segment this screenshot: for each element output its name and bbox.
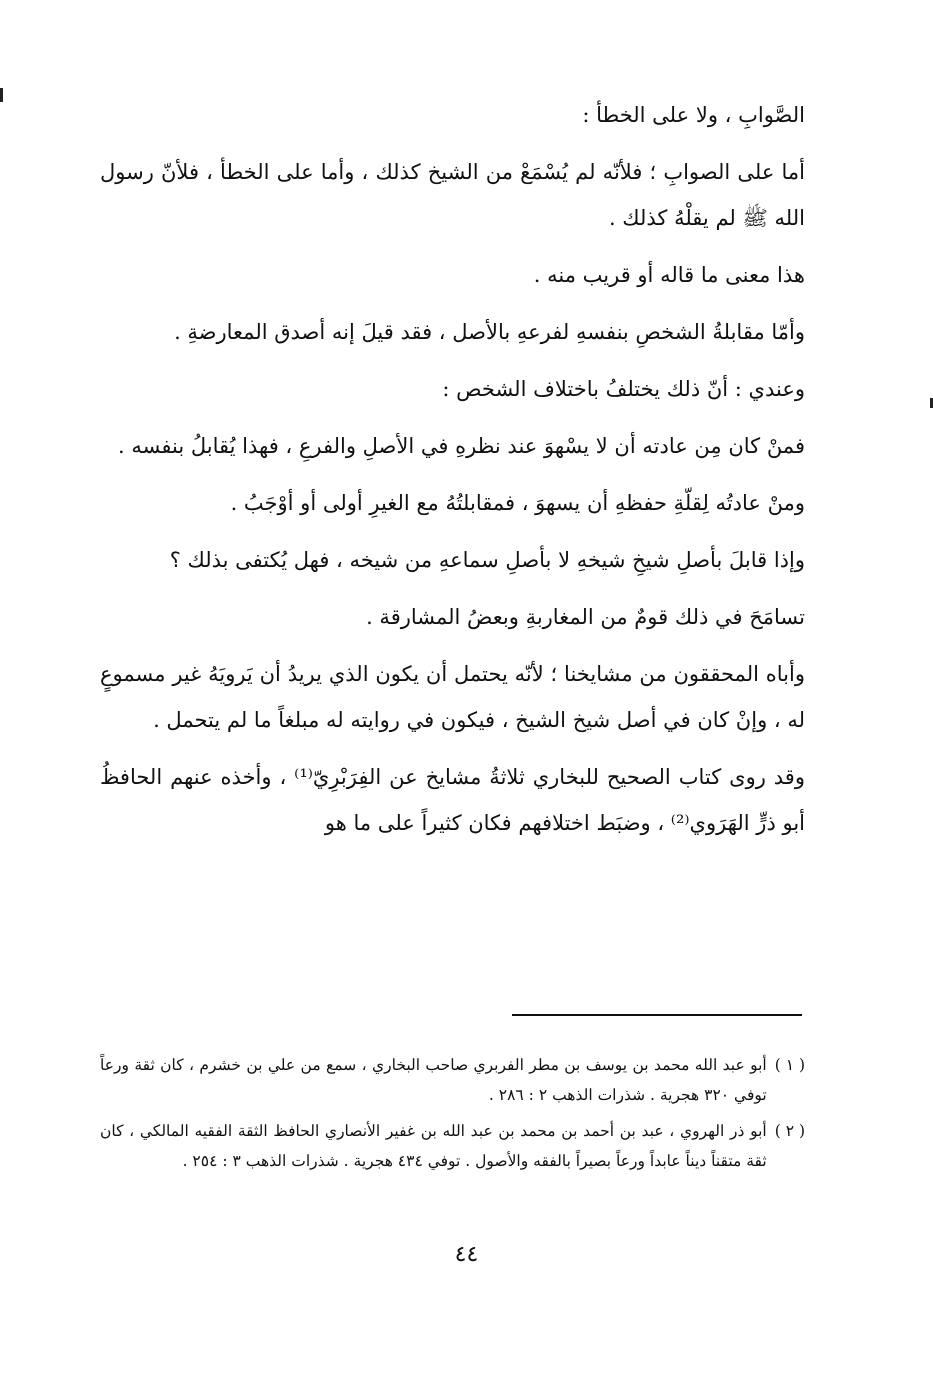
main-text [100, 92, 805, 846]
paragraph: أما على الصوابِ ؛ فلأنّه لم يُسْمَعْ من الشيخ كذلك ، وأما على الخطأ ، فلأنّ رسول الله ﷺ لم يقلْهُ كذلك . [100, 160, 805, 230]
footnote [100, 1116, 805, 1176]
paragraph: فمنْ كان مِن عادته أن لا يسْهوَ عند نظرهِ في الأصلِ والفرعِ ، فهذا يُقابلُ بنفسه . [118, 434, 805, 458]
footnote-text: أبو عبد الله محمد بن يوسف بن مطر الفربري صاحب البخاري ، سمع من علي بن خشرم ، كان ثقة ورعاً توفي ٣٢٠ هجرية . شذرات الذهب ٢ : ٢٨٦ . [100, 1056, 767, 1104]
footnote [100, 1050, 805, 1110]
footnote-text: أبو ذر الهروي ، عبد بن أحمد بن محمد بن عبد الله بن غفير الأنصاري الحافظ الثقة الفقيه المالكي ، كان ثقة متقناً ديناً عابداً ورعاً بصيراً بالفقه والأصول . توفي ٤٣٤ هجرية . شذرات الذهب ٣ : ٢٥٤ . [100, 1122, 767, 1170]
paragraph: وقد روى كتاب الصحيح للبخاري ثلاثةُ مشايخ عن الفِرَبْرِيّ⁽¹⁾ ، وأخذه عنهم الحافظُ أبو ذرٍّ الهَرَوي⁽²⁾ ، وضبَط اختلافهم فكان كثيراً على ما هو [100, 765, 805, 835]
paragraph: وعندي : أنّ ذلك يختلفُ باختلاف الشخص : [442, 377, 805, 401]
paragraph: تسامَحَ في ذلك قومٌ من المغاربةِ وبعضُ المشارقة . [366, 605, 805, 629]
footnote-separator [512, 1014, 802, 1016]
footnote-number: ( ٢ ) [774, 1122, 805, 1140]
page-number: ٤٤ [454, 1242, 479, 1267]
paragraph: الصَّوابِ ، ولا على الخطأ : [582, 103, 805, 127]
scan-edge-mark [0, 88, 3, 102]
paragraph: وإذا قابلَ بأصلِ شيخِ شيخهِ لا بأصلِ سماعهِ من شيخه ، فهل يُكتفى بذلك ؟ [169, 548, 805, 572]
paragraph: هذا معنى ما قاله أو قريب منه . [533, 263, 805, 287]
footnote-number: ( ١ ) [774, 1056, 805, 1074]
footnotes [100, 1050, 805, 1182]
paragraph: وأباه المحققون من مشايخنا ؛ لأنّه يحتمل أن يكون الذي يريدُ أن يَرويَهُ غير مسموعٍ له ، وإنْ كان في أصل شيخ الشيخ ، فيكون في روايته له مبلغاً ما لم يتحمل . [100, 662, 805, 732]
paragraph: وأمّا مقابلةُ الشخصِ بنفسهِ لفرعهِ بالأصل ، فقد قيلَ إنه أصدق المعارضةِ . [174, 320, 805, 344]
paragraph: ومنْ عادتُه لِقلّةِ حفظهِ أن يسهوَ ، فمقابلتُهُ مع الغيرِ أولى أو أوْجَبُ . [230, 491, 805, 515]
